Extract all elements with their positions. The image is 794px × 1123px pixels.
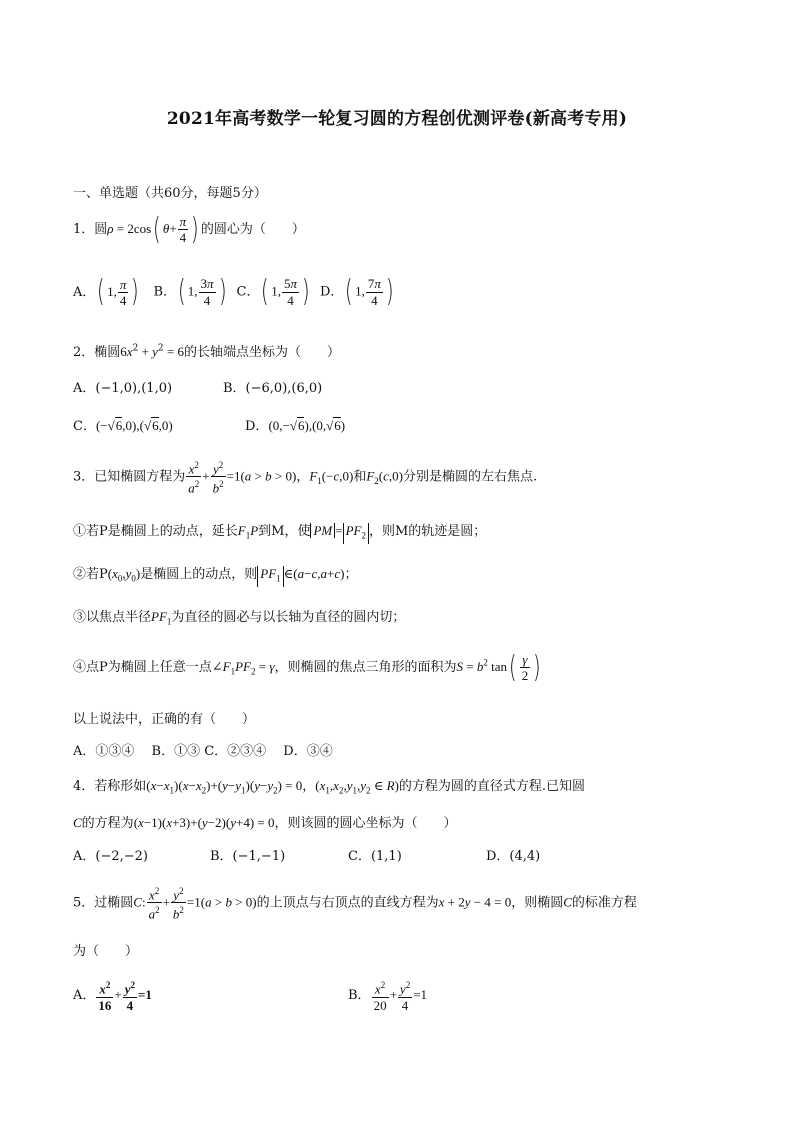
- question-5-line-1: 5．过椭圆C: $\frac{x^2}{a^2}$ + $\frac{y^2}{b^2}$ =1(a > b > 0)的上顶点与右顶点的直线方程为x + 2y − 4 = 0，则椭圆C的标准方程: [73, 886, 637, 922]
- question-1-stem: 1．圆ρ = 2cos( θ+ $\frac{\pi}{4}$ ) 的圆心为（ ）: [73, 211, 305, 247]
- question-3-conclusion: 以上说法中，正确的有（ ）: [73, 712, 256, 727]
- question-5-line-2: 为（ ）: [73, 944, 139, 959]
- question-3-statement-3: ③以焦点半径$PF_1$为直径的圆必与以长轴为直径的圆内切；: [73, 609, 406, 627]
- question-3-options: A．①③④ B．①③ C．②③④ D．③④: [73, 744, 333, 759]
- question-2-option-b: B．(−6,0),(6,0): [223, 381, 323, 396]
- question-2-stem: 2．椭圆$6x^2 + y^2 = 6$的长轴端点坐标为（ ）: [73, 343, 341, 360]
- section-heading: 一、单选题（共60分，每题5分）: [73, 186, 267, 201]
- question-4-option-b: B．(−1,−1): [210, 849, 286, 864]
- question-3-stem: 3．已知椭圆方程为 $\frac{x^2}{a^2}$ + $\frac{y^2}{b^2}$ =1(a > b > 0)，$F_1(-c,0)$和$F_2(c,0)$分别是椭圆的左右焦点.: [73, 460, 538, 496]
- question-3-statement-2: ②若$P(x_0,y_0)$是椭圆上的动点，则 $PF_1$ ∈(a−c,a+c)；: [73, 563, 357, 587]
- question-5-option-b: B． $\frac{x^2}{20}$ + $\frac{y^2}{4}$ =1: [348, 980, 428, 1014]
- question-5-option-a: A． $\frac{x^2}{16}$ + $\frac{y^2}{4}$ =1: [73, 980, 152, 1014]
- option-d: D．( 1, $\frac{7\pi}{4}$ ): [319, 274, 394, 309]
- question-4-line-1: 4．若称形如$(x-x_1)(x-x_2)+(y-y_1)(y-y_2) = 0$，($x_1,x_2,y_1,y_2$ ∈ R)的方程为圆的直径式方程.已知圆: [73, 778, 586, 796]
- question-3-statement-4: ④点P为椭圆上任意一点$\angle F_1PF_2 = \gamma$，则椭圆的焦点三角形的面积为$S = b^2$ tan( $\frac{\gamma}{2}$ ): [73, 649, 541, 685]
- question-2-option-c: C．(−√6,0),(√6,0): [73, 418, 173, 434]
- question-4-option-a: A．(−2,−2): [73, 849, 148, 864]
- question-4-option-d: D．(4,4): [486, 849, 541, 864]
- question-3-statement-1: ①若P是椭圆上的动点，延长$F_1P$到M，使 PM = $PF_2$ ，则M的轨迹是圆；: [73, 520, 486, 544]
- option-b: B．( 1, $\frac{3\pi}{4}$ ): [153, 274, 227, 309]
- question-2-option-a: A．(−1,0),(1,0): [73, 381, 173, 396]
- option-c: C．( 1, $\frac{5\pi}{4}$ ): [236, 274, 310, 309]
- question-1-options: [73, 276, 396, 308]
- page-title: 2021年高考数学一轮复习圆的方程创优测评卷(新高考专用): [166, 109, 628, 129]
- question-4-line-2: C的方程为(x−1)(x+3)+(y−2)(y+4) = 0，则该圆的圆心坐标为（ ）: [73, 815, 457, 831]
- question-4-option-c: C．(1,1): [348, 849, 402, 864]
- question-2-option-d: D．(0,−√6),(0,√6): [245, 418, 346, 434]
- option-a: A．( 1, $\frac{\pi}{4}$ ): [73, 274, 140, 309]
